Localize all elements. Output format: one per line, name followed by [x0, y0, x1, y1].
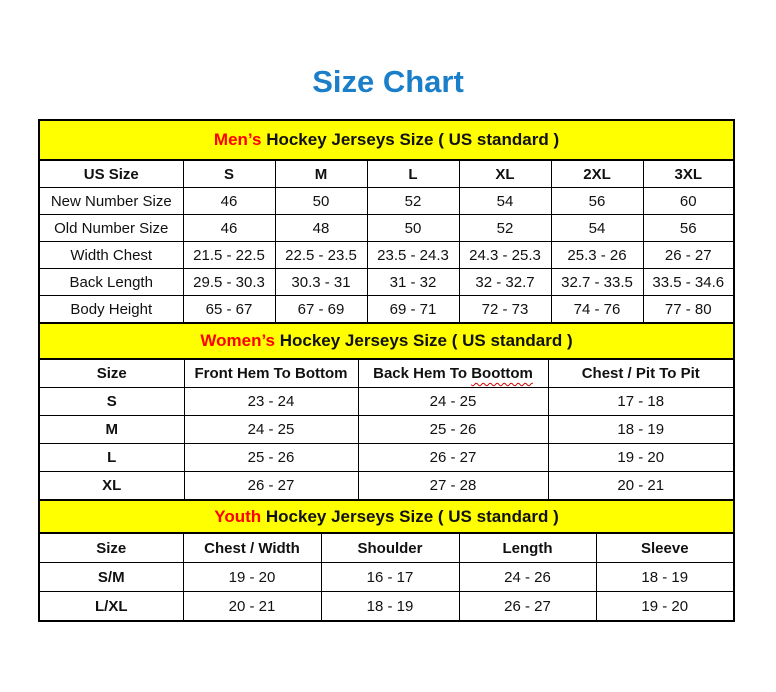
- men-size-table: [38, 119, 735, 324]
- table-cell: 54: [459, 188, 551, 215]
- table-cell: 56: [643, 215, 734, 242]
- column-header: L: [367, 160, 459, 188]
- table-cell: 29.5 - 30.3: [183, 269, 275, 296]
- row-label: Back Length: [39, 269, 183, 296]
- column-header: Front Hem To Bottom: [184, 359, 358, 388]
- table-cell: 46: [183, 188, 275, 215]
- table-row: [39, 592, 734, 622]
- table-cell: 30.3 - 31: [275, 269, 367, 296]
- table-cell: 50: [275, 188, 367, 215]
- column-header: Chest / Pit To Pit: [548, 359, 734, 388]
- men-section-rest: Hockey Jerseys Size ( US standard ): [261, 130, 560, 149]
- youth-section-accent: Youth: [214, 506, 262, 526]
- table-cell: 69 - 71: [367, 296, 459, 324]
- table-cell: 56: [551, 188, 643, 215]
- column-header: 3XL: [643, 160, 734, 188]
- table-cell: 24.3 - 25.3: [459, 242, 551, 269]
- column-header: XL: [459, 160, 551, 188]
- men-section-accent: Men’s: [213, 130, 262, 149]
- table-cell: 18 - 19: [596, 563, 734, 592]
- column-header-row: [39, 533, 734, 563]
- row-label: Body Height: [39, 296, 183, 324]
- table-cell: 23.5 - 24.3: [367, 242, 459, 269]
- misspelled-word: Boottom: [471, 365, 533, 382]
- table-cell: 18 - 19: [548, 416, 734, 444]
- table-cell: 67 - 69: [275, 296, 367, 324]
- women-table-body: [39, 359, 734, 500]
- column-header: Size: [39, 533, 183, 563]
- women-section-header: [39, 323, 734, 359]
- table-cell: 16 - 17: [321, 563, 459, 592]
- table-cell: 65 - 67: [183, 296, 275, 324]
- size-chart-tables: [38, 119, 733, 622]
- table-cell: 54: [551, 215, 643, 242]
- table-row: [39, 416, 734, 444]
- column-header: 2XL: [551, 160, 643, 188]
- table-row: [39, 563, 734, 592]
- row-label: L/XL: [39, 592, 183, 622]
- men-section-header: [39, 120, 734, 160]
- page-title: Size Chart: [312, 64, 464, 99]
- column-header: Back Hem To Boottom: [358, 359, 548, 388]
- table-cell: 46: [183, 215, 275, 242]
- row-label: XL: [39, 472, 184, 501]
- table-cell: 25 - 26: [358, 416, 548, 444]
- row-label: Width Chest: [39, 242, 183, 269]
- table-cell: 60: [643, 188, 734, 215]
- table-cell: 33.5 - 34.6: [643, 269, 734, 296]
- table-row: [39, 269, 734, 296]
- table-cell: 31 - 32: [367, 269, 459, 296]
- youth-section-rest: Hockey Jerseys Size ( US standard ): [261, 506, 559, 526]
- row-label: S: [39, 388, 184, 416]
- row-label: M: [39, 416, 184, 444]
- table-row: [39, 242, 734, 269]
- column-header: M: [275, 160, 367, 188]
- column-header: Shoulder: [321, 533, 459, 563]
- table-cell: 18 - 19: [321, 592, 459, 622]
- youth-size-table: [38, 499, 735, 622]
- column-header: S: [183, 160, 275, 188]
- table-cell: 48: [275, 215, 367, 242]
- table-cell: 20 - 21: [548, 472, 734, 501]
- column-header: Length: [459, 533, 596, 563]
- table-cell: 22.5 - 23.5: [275, 242, 367, 269]
- table-cell: 77 - 80: [643, 296, 734, 324]
- table-cell: 72 - 73: [459, 296, 551, 324]
- table-cell: 21.5 - 22.5: [183, 242, 275, 269]
- column-header: Sleeve: [596, 533, 734, 563]
- table-cell: 32.7 - 33.5: [551, 269, 643, 296]
- column-header: Size: [39, 359, 184, 388]
- table-row: [39, 472, 734, 501]
- table-cell: 26 - 27: [643, 242, 734, 269]
- table-row: [39, 296, 734, 324]
- table-cell: 17 - 18: [548, 388, 734, 416]
- table-cell: 27 - 28: [358, 472, 548, 501]
- table-cell: 26 - 27: [358, 444, 548, 472]
- table-cell: 19 - 20: [548, 444, 734, 472]
- table-cell: 32 - 32.7: [459, 269, 551, 296]
- youth-section-header: [39, 500, 734, 533]
- youth-table-body: [39, 533, 734, 621]
- row-label: Old Number Size: [39, 215, 183, 242]
- men-table-body: [39, 160, 734, 323]
- women-size-table: [38, 322, 735, 501]
- table-cell: 19 - 20: [596, 592, 734, 622]
- table-cell: 50: [367, 215, 459, 242]
- table-cell: 25.3 - 26: [551, 242, 643, 269]
- column-header-row: [39, 160, 734, 188]
- table-cell: 23 - 24: [184, 388, 358, 416]
- table-row: [39, 215, 734, 242]
- table-row: [39, 188, 734, 215]
- table-cell: 20 - 21: [183, 592, 321, 622]
- table-cell: 24 - 25: [358, 388, 548, 416]
- column-header: US Size: [39, 160, 183, 188]
- table-cell: 24 - 25: [184, 416, 358, 444]
- row-label: New Number Size: [39, 188, 183, 215]
- women-section-accent: Women’s: [200, 331, 275, 350]
- table-cell: 26 - 27: [184, 472, 358, 501]
- table-cell: 52: [367, 188, 459, 215]
- table-cell: 52: [459, 215, 551, 242]
- table-cell: 26 - 27: [459, 592, 596, 622]
- row-label: L: [39, 444, 184, 472]
- table-cell: 74 - 76: [551, 296, 643, 324]
- table-cell: 25 - 26: [184, 444, 358, 472]
- column-header: Chest / Width: [183, 533, 321, 563]
- table-cell: 24 - 26: [459, 563, 596, 592]
- women-section-rest: Hockey Jerseys Size ( US standard ): [275, 331, 573, 350]
- row-label: S/M: [39, 563, 183, 592]
- table-cell: 19 - 20: [183, 563, 321, 592]
- table-row: [39, 444, 734, 472]
- column-header-row: [39, 359, 734, 388]
- table-row: [39, 388, 734, 416]
